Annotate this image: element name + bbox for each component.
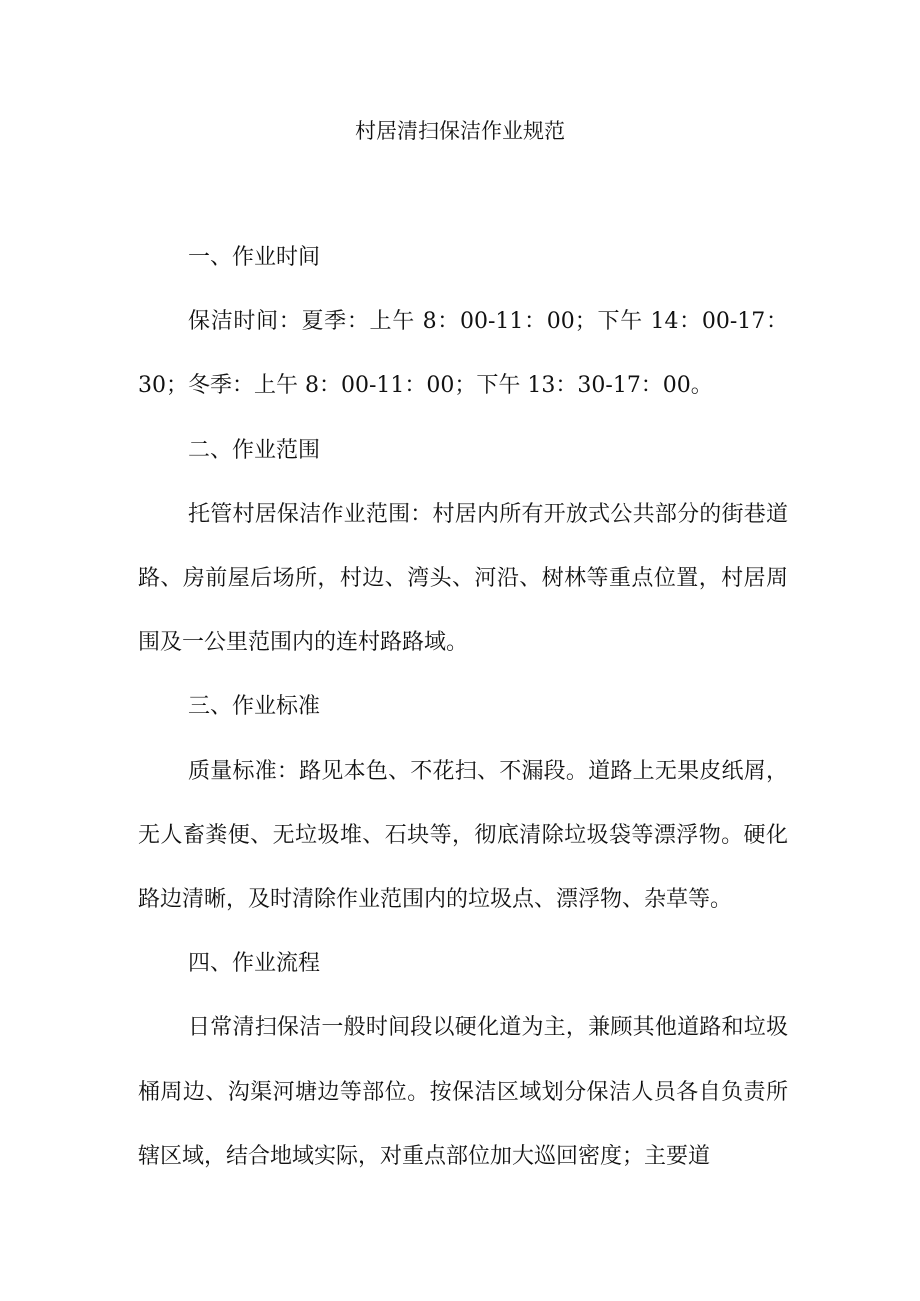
section-heading-work-process: 四、作业流程 [188, 951, 321, 977]
section-paragraph-work-time: 保洁时间：夏季：上午 8：00-11：00；下午 14：00-17：30；冬季：上午 8：00-11：00；下午 13：30-17：00。 [138, 309, 788, 399]
section-heading-work-standard: 三、作业标准 [188, 694, 321, 720]
document-body [138, 226, 788, 1189]
document-title: 村居清扫保洁作业规范 [355, 119, 565, 143]
section-paragraph-work-standard: 质量标准：路见本色、不花扫、不漏段。道路上无果皮纸屑，无人畜粪便、无垃圾堆、石块等，彻底清除垃圾袋等漂浮物。硬化路边清晰，及时清除作业范围内的垃圾点、漂浮物、杂草等。 [138, 758, 788, 913]
section-paragraph-work-process: 日常清扫保洁一般时间段以硬化道为主，兼顾其他道路和垃圾桶周边、沟渠河塘边等部位。按保洁区域划分保洁人员各自负责所辖区域，结合地域实际，对重点部位加大巡回密度；主要道 [138, 1015, 788, 1169]
section-heading-work-time: 一、作业时间 [188, 245, 321, 270]
section-heading-work-scope: 二、作业范围 [188, 437, 321, 463]
section-paragraph-work-scope: 托管村居保洁作业范围：村居内所有开放式公共部分的街巷道路、房前屋后场所，村边、湾头、河沿、树林等重点位置，村居周围及一公里范围内的连村路路域。 [138, 501, 788, 656]
